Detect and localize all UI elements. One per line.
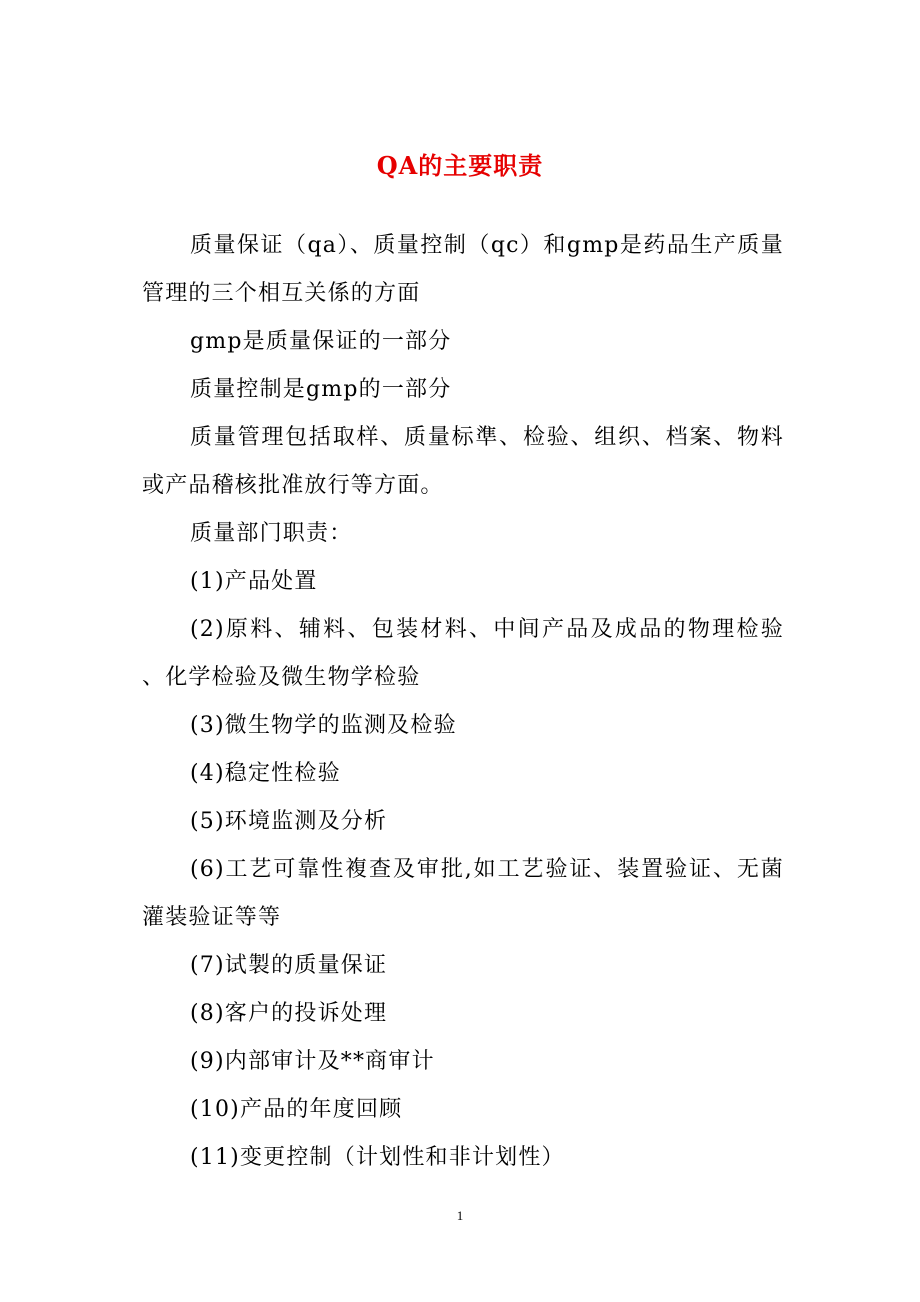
list-item: (1)产品处置 (190, 569, 318, 594)
list-item: (10)产品的年度回顾 (190, 1097, 403, 1122)
paragraph: 质量保证（qa）、质量控制（qc）和gmp是药品生产质量管理的三个相互关係的方面 (142, 233, 784, 306)
paragraph: 质量部门职责： (190, 521, 353, 546)
paragraph: gmp是质量保证的一部分 (190, 329, 452, 354)
list-item: (2)原料、辅料、包装材料、中间产品及成品的物理检验 、化学检验及微生物学检验 (142, 617, 784, 690)
list-item: (7)试製的质量保证 (190, 953, 388, 978)
list-item: (4)稳定性检验 (190, 761, 341, 786)
list-item: (9)内部审计及**商审计 (190, 1049, 435, 1074)
list-item: (6)工艺可靠性複查及审批,如工艺验证、装置验证、无菌灌装验证等等 (142, 857, 784, 930)
document-body (142, 222, 784, 1182)
list-item: (3)微生物学的监测及检验 (190, 713, 457, 738)
document-title: QA的主要职责 (376, 151, 544, 180)
list-item: (5)环境监测及分析 (190, 809, 388, 834)
page-number: 1 (456, 1208, 464, 1223)
list-item: (11)变更控制（计划性和非计划性） (190, 1145, 565, 1170)
paragraph: 质量控制是gmp的一部分 (190, 377, 452, 402)
list-item: (8)客户的投诉处理 (190, 1001, 388, 1026)
paragraph: 质量管理包括取样、质量标準、检验、组织、档案、物料或产品稽核批准放行等方面。 (142, 425, 784, 498)
